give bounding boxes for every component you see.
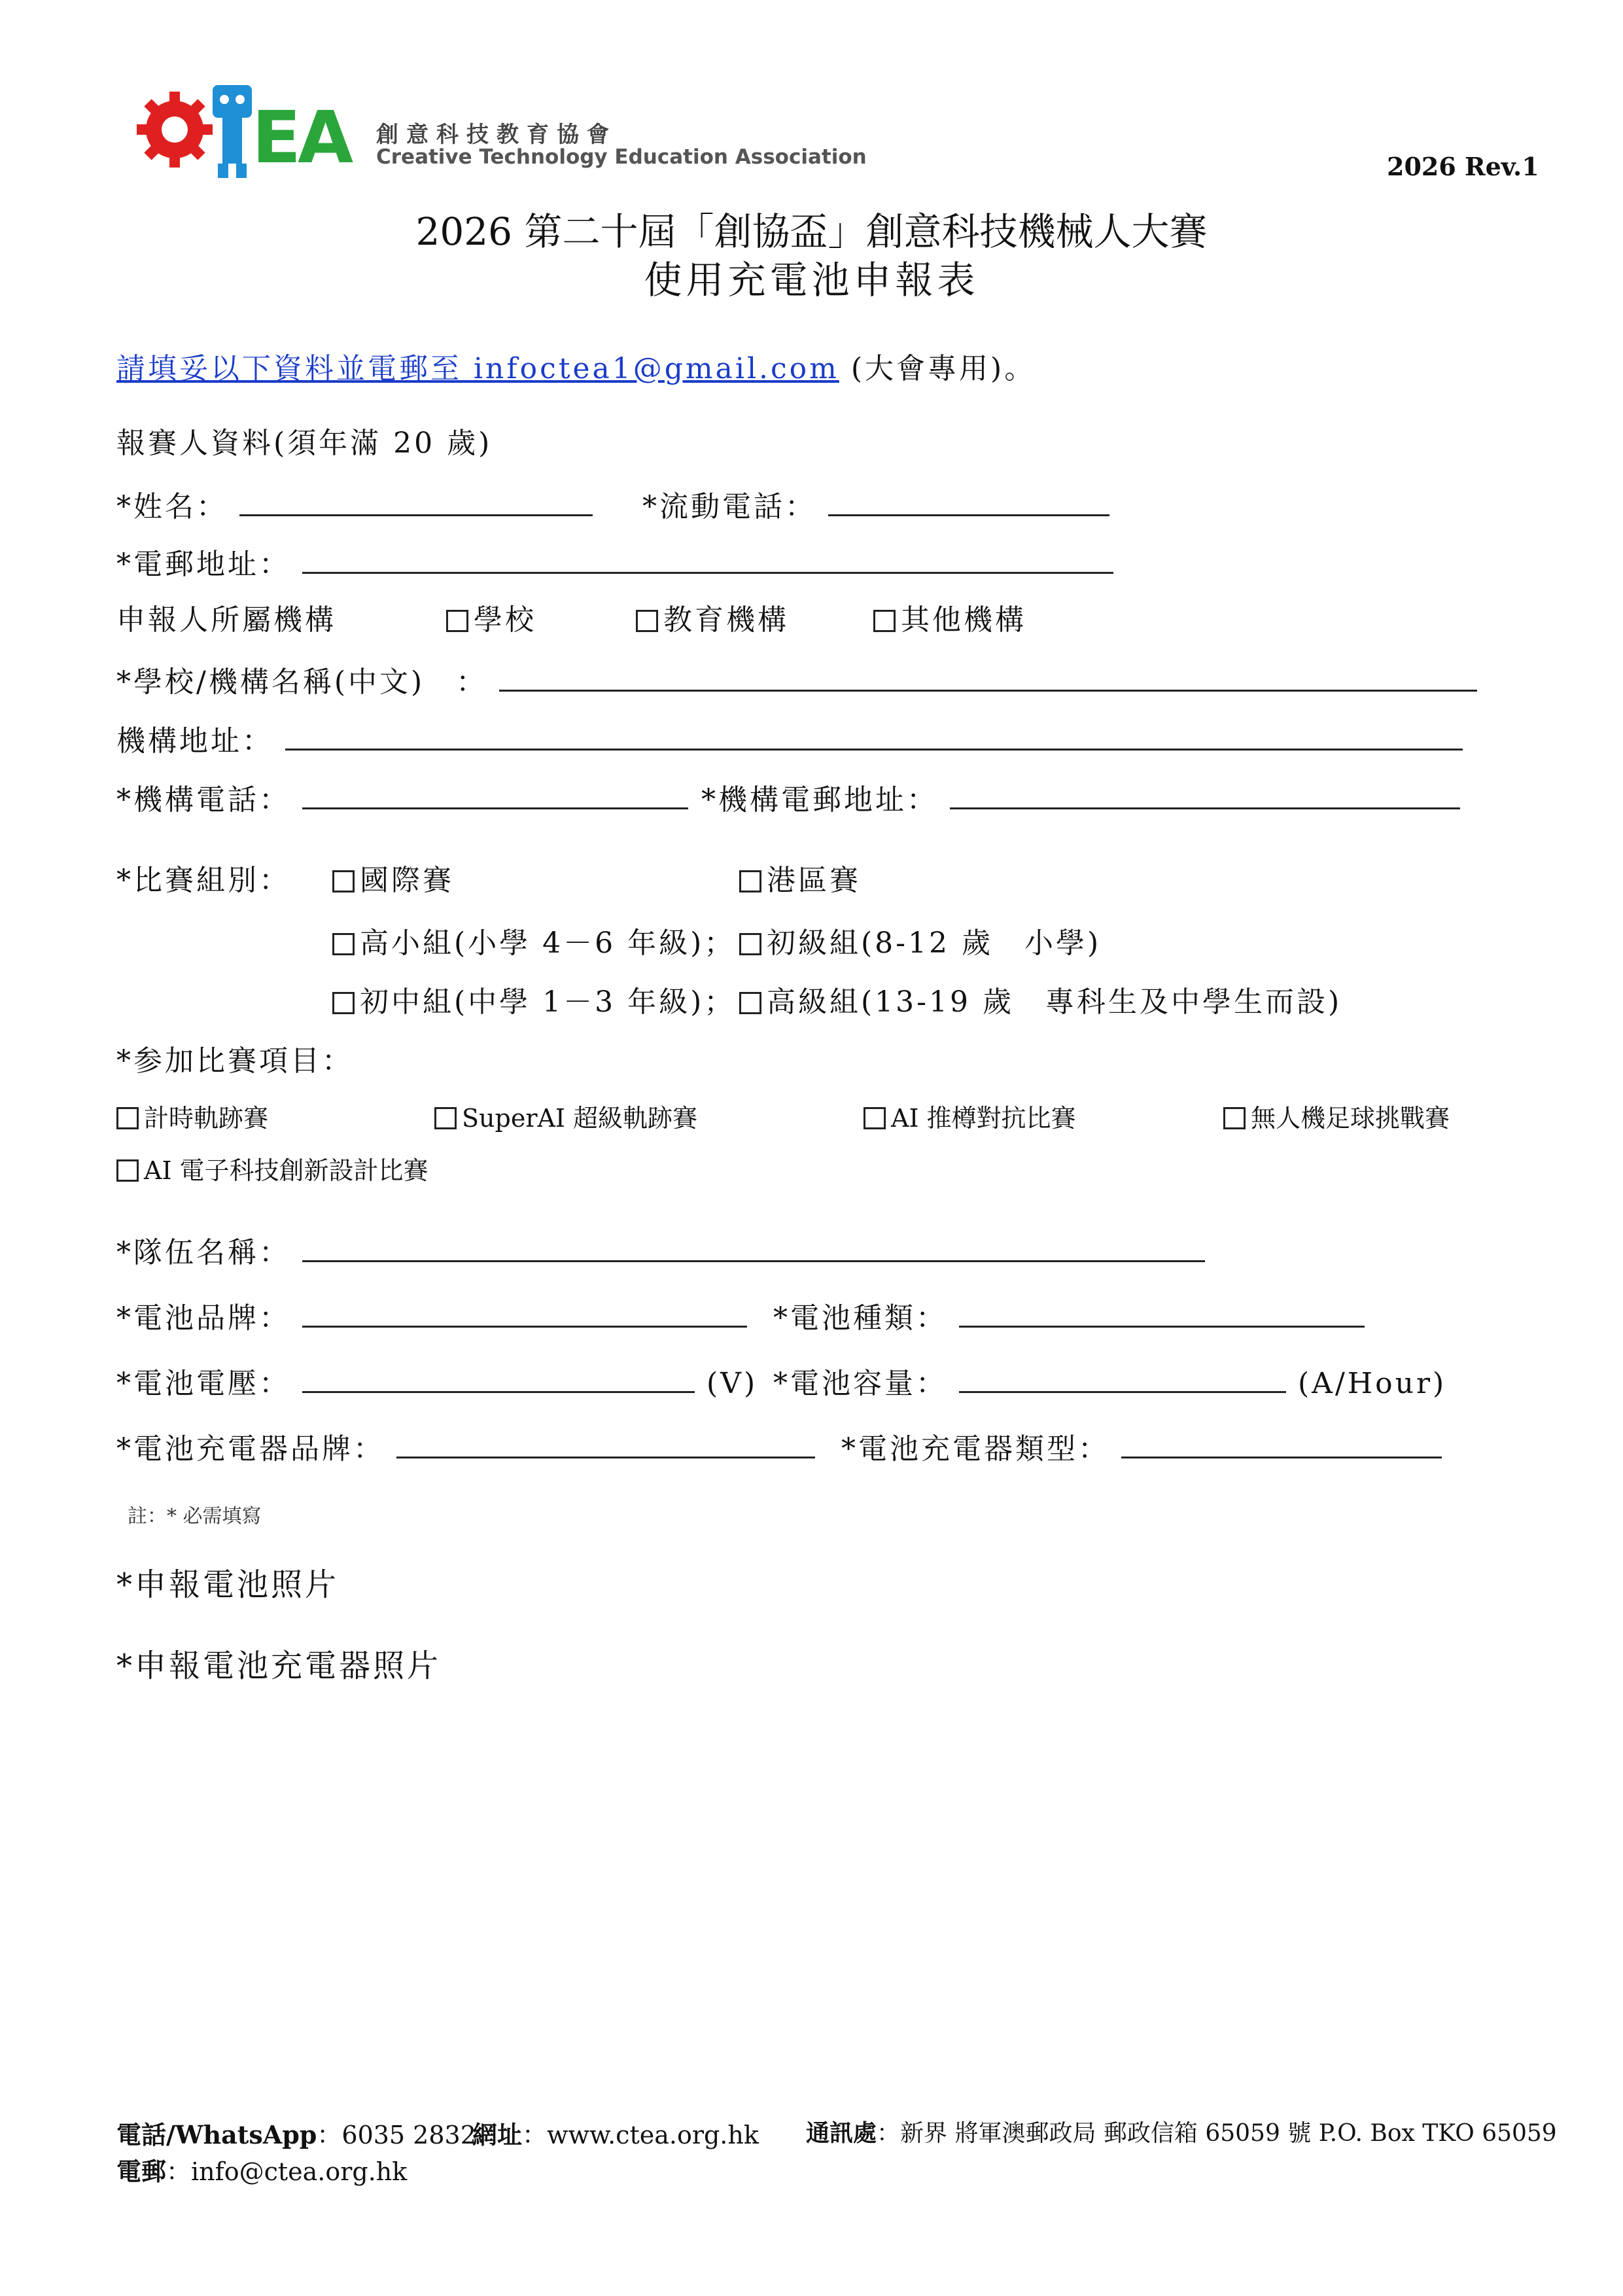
name-row xyxy=(116,486,593,525)
team-label: *隊伍名稱： xyxy=(116,1236,290,1269)
ctea-logo-icon xyxy=(134,79,357,183)
instruction xyxy=(116,351,1036,387)
category-junior[interactable]: 初級組(8-12 歲 小學) xyxy=(739,925,1101,962)
battery-capacity-unit: (A/Hour) xyxy=(1298,1367,1447,1400)
charger-type-row xyxy=(841,1428,1442,1468)
footer-web-label: 網址 xyxy=(472,2120,523,2149)
mobile-field[interactable] xyxy=(828,486,1109,516)
checkbox-hk[interactable] xyxy=(739,870,761,892)
checkbox-event-1[interactable] xyxy=(116,1107,139,1129)
category-junior-secondary[interactable]: 初中組(中學 1－3 年級)； xyxy=(332,984,735,1021)
instruction-suffix: (大會專用)。 xyxy=(850,352,1036,385)
checkbox-international[interactable] xyxy=(332,870,355,892)
mobile-label: *流動電話： xyxy=(642,490,816,523)
footer-phone-label: 電話/WhatsApp xyxy=(116,2120,317,2149)
battery-type-label: *電池種類： xyxy=(773,1301,947,1335)
org-phone-field[interactable] xyxy=(302,779,688,809)
battery-capacity-row xyxy=(773,1362,1446,1402)
email-label: *電郵地址： xyxy=(116,548,290,581)
battery-voltage-unit: (V) xyxy=(707,1367,758,1400)
logo xyxy=(134,79,357,183)
events-label: *参加比賽項目： xyxy=(116,1044,353,1078)
svg-text:A: A xyxy=(298,96,354,179)
checkbox-event-2[interactable] xyxy=(434,1107,457,1129)
charger-brand-field[interactable] xyxy=(396,1428,815,1458)
org-email-row xyxy=(701,779,1460,819)
battery-brand-label: *電池品牌： xyxy=(116,1301,290,1335)
org-email-field[interactable] xyxy=(950,779,1460,809)
charger-type-label: *電池充電器類型： xyxy=(841,1432,1109,1466)
category-hk[interactable]: 港區賽 xyxy=(739,862,861,899)
org-address-field[interactable] xyxy=(285,720,1463,751)
name-label: *姓名： xyxy=(116,490,228,523)
event-timed-track[interactable]: 計時軌跡賽 xyxy=(116,1102,268,1135)
charger-brand-row xyxy=(116,1428,815,1468)
submit-email-link[interactable]: 請填妥以下資料並電郵至 infoctea1@gmail.com xyxy=(116,352,839,385)
org-type-row xyxy=(116,602,336,639)
org-name-zh: 創意科技教育協會 xyxy=(376,122,617,148)
org-type-edu[interactable]: 教育機構 xyxy=(636,602,789,639)
battery-voltage-field[interactable] xyxy=(302,1362,695,1393)
team-field[interactable] xyxy=(302,1231,1205,1262)
battery-capacity-label: *電池容量： xyxy=(773,1367,947,1400)
svg-text:E: E xyxy=(252,96,302,179)
org-type-school[interactable]: 學校 xyxy=(446,602,536,639)
battery-brand-field[interactable] xyxy=(302,1297,747,1328)
category-senior[interactable]: 高級組(13-19 歲 專科生及中學生而設) xyxy=(739,984,1342,1021)
battery-capacity-field[interactable] xyxy=(959,1362,1286,1393)
name-field[interactable] xyxy=(239,486,593,516)
category-label: *比賽組別： xyxy=(116,864,290,897)
checkbox-edu-org[interactable] xyxy=(636,610,658,632)
footer-phone xyxy=(116,2115,476,2151)
org-name-row xyxy=(116,661,1477,701)
checkbox-junior[interactable] xyxy=(739,933,761,955)
checkbox-school[interactable] xyxy=(446,610,468,632)
checkbox-junior-secondary[interactable] xyxy=(332,992,355,1014)
org-type-label: 申報人所屬機構 xyxy=(116,603,336,637)
applicant-heading: 報賽人資料(須年滿 20 歲) xyxy=(116,427,493,460)
charger-type-field[interactable] xyxy=(1121,1428,1442,1458)
checkbox-upper-primary[interactable] xyxy=(332,933,355,955)
footer-web-value[interactable]: ：www.ctea.org.hk xyxy=(522,2121,759,2149)
battery-type-row xyxy=(773,1297,1365,1337)
footer-web xyxy=(472,2115,759,2151)
page-subtitle: 使用充電池申報表 xyxy=(644,258,979,302)
checkbox-event-3[interactable] xyxy=(864,1107,886,1129)
footer-mail xyxy=(806,2115,1557,2148)
org-type-other[interactable]: 其他機構 xyxy=(873,602,1026,639)
checkbox-senior[interactable] xyxy=(739,992,761,1014)
category-upper-primary[interactable]: 高小組(小學 4－6 年級)； xyxy=(332,925,735,962)
category-international[interactable]: 國際賽 xyxy=(332,862,454,899)
battery-brand-row xyxy=(116,1297,747,1337)
org-phone-row xyxy=(116,779,688,819)
footer-email-value[interactable]: ：info@ctea.org.hk xyxy=(166,2157,408,2186)
email-field[interactable] xyxy=(302,543,1113,574)
revision-label: 2026 Rev.1 xyxy=(1387,152,1539,181)
charger-brand-label: *電池充電器品牌： xyxy=(116,1432,385,1466)
footer-mail-label: 通訊處 xyxy=(806,2119,877,2147)
charger-photo-label: *申報電池充電器照片 xyxy=(116,1648,442,1684)
battery-photo-label: *申報電池照片 xyxy=(116,1566,340,1603)
footer-email xyxy=(116,2151,407,2187)
event-superai[interactable]: SuperAI 超級軌跡賽 xyxy=(434,1102,697,1135)
checkbox-event-5[interactable] xyxy=(116,1159,139,1182)
required-note: 註：* 必需填寫 xyxy=(128,1505,262,1528)
event-ai-push[interactable]: AI 推樽對抗比賽 xyxy=(864,1102,1076,1135)
battery-voltage-row xyxy=(116,1362,758,1402)
mobile-row xyxy=(642,486,1109,525)
org-address-row xyxy=(116,720,1463,760)
event-drone-soccer[interactable]: 無人機足球挑戰賽 xyxy=(1223,1102,1450,1135)
footer-email-label: 電郵 xyxy=(116,2157,167,2186)
page-title: 2026 第二十屆「創協盃」創意科技機械人大賽 xyxy=(415,209,1208,254)
footer-mail-value: ：新界 將軍澳郵政局 郵政信箱 65059 號 P.O. Box TKO 65059 xyxy=(877,2120,1557,2147)
team-row xyxy=(116,1231,1205,1271)
org-email-label: *機構電郵地址： xyxy=(701,783,938,817)
event-ai-innovation[interactable]: AI 電子科技創新設計比賽 xyxy=(116,1154,428,1187)
battery-voltage-label: *電池電壓： xyxy=(116,1367,290,1400)
org-name-label: *學校/機構名稱(中文) ： xyxy=(116,665,488,699)
org-name-field[interactable] xyxy=(499,661,1477,692)
checkbox-other-org[interactable] xyxy=(873,610,896,632)
org-name-en: Creative Technology Education Association xyxy=(376,145,867,169)
org-address-label: 機構地址： xyxy=(116,724,273,758)
footer-phone-value: ：6035 2832 xyxy=(317,2121,476,2149)
email-row xyxy=(116,543,1113,583)
org-phone-label: *機構電話： xyxy=(116,783,290,817)
battery-type-field[interactable] xyxy=(959,1297,1365,1328)
checkbox-event-4[interactable] xyxy=(1223,1107,1246,1129)
